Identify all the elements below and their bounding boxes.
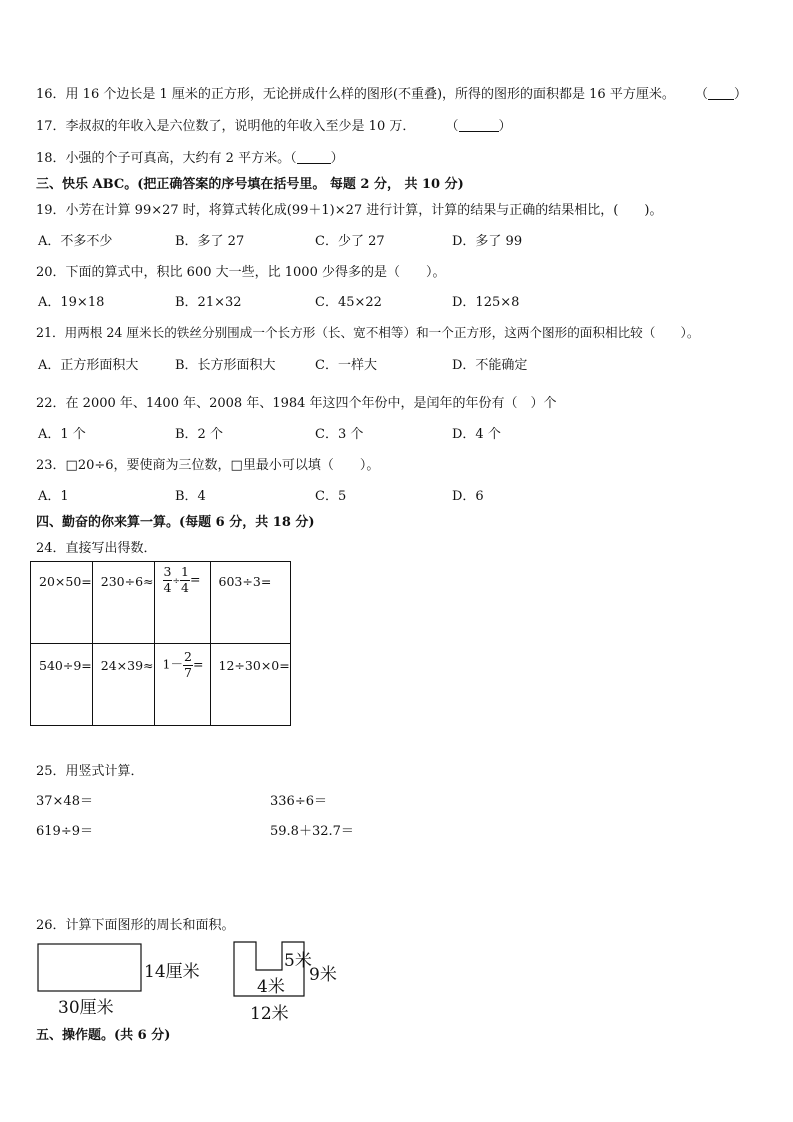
- question-16-text: 16．用 16 个边长是 1 厘米的正方形，无论拼成什么样的图形(不重叠)，所得的图形的面积都是 16 平方厘米。: [36, 87, 675, 102]
- question-18: [36, 147, 344, 166]
- question-17-answer-paren: （ ）: [445, 119, 512, 134]
- option-a[interactable]: A．19×18: [38, 295, 105, 310]
- option-d[interactable]: D．4 个: [452, 427, 501, 442]
- vertical-calc-item: 59.8＋32.7＝: [270, 824, 354, 839]
- question-25-text: 25．用竖式计算．: [36, 764, 144, 779]
- rectangle-width-label: 30厘米: [58, 998, 114, 1018]
- fraction: $\frac{1}{4}$: [181, 564, 189, 595]
- option-d[interactable]: D．多了 99: [452, 234, 523, 249]
- grid-cell[interactable]: 603÷3=: [210, 562, 290, 644]
- question-20-text: 20．下面的算式中，积比 600 大一些，比 1000 少得多的是（ ）。: [36, 265, 446, 280]
- section-5-heading: 五、操作题。(共 6 分): [36, 1028, 171, 1043]
- rectangle-height-label: 14厘米: [144, 962, 200, 982]
- option-d[interactable]: D．不能确定: [452, 358, 528, 373]
- question-24-text: 24．直接写出得数．: [36, 541, 157, 556]
- grid-cell[interactable]: 540÷9=: [31, 644, 93, 726]
- option-b[interactable]: B．多了 27: [175, 234, 245, 249]
- option-b[interactable]: B．4: [175, 489, 206, 504]
- grid-cell-fraction[interactable]: $\frac{3}{4}$ ÷ $\frac{1}{4}$ =: [154, 562, 210, 644]
- option-b[interactable]: B．长方形面积大: [175, 358, 276, 373]
- rectangle-shape: [38, 944, 141, 991]
- question-17: [36, 115, 512, 134]
- question-16-answer-paren: （ ）: [694, 87, 748, 102]
- section-3-heading: 三、快乐 ABC。(把正确答案的序号填在括号里。 每题 2 分， 共 10 分): [36, 177, 464, 192]
- answer-blank[interactable]: [459, 119, 499, 132]
- rectangle-figure: [36, 940, 146, 998]
- option-c[interactable]: C．一样大: [315, 358, 377, 373]
- answer-blank[interactable]: [708, 87, 734, 100]
- question-17-text: 17．李叔叔的年收入是六位数了，说明他的年收入至少是 10 万．: [36, 119, 416, 134]
- option-b[interactable]: B．2 个: [175, 427, 223, 442]
- question-18-text: 18．小强的个子可真高，大约有 2 平方米。: [36, 151, 291, 166]
- fraction: $\frac{2}{7}$: [183, 649, 192, 680]
- question-22-text: 22．在 2000 年、1400 年、2008 年、1984 年这四个年份中，是闰年的年份有（ ）个: [36, 396, 557, 411]
- option-c[interactable]: C．3 个: [315, 427, 364, 442]
- shape-width-label: 12米: [250, 1004, 289, 1024]
- option-a[interactable]: A．1: [38, 489, 69, 504]
- vertical-calc-item: 37×48＝: [36, 794, 93, 809]
- shape-height-label: 9米: [309, 965, 337, 985]
- question-23-text: 23．□20÷6，要使商为三位数，□里最小可以填（ ）。: [36, 458, 380, 473]
- grid-cell-fraction[interactable]: 1－ $\frac{2}{7}$ =: [154, 644, 210, 726]
- question-26-text: 26．计算下面图形的周长和面积。: [36, 918, 235, 933]
- question-19-text: 19．小芳在计算 99×27 时，将算式转化成(99＋1)×27 进行计算，计算的结果与正确的结果相比，( )。: [36, 203, 663, 218]
- option-a[interactable]: A．1 个: [38, 427, 86, 442]
- option-b[interactable]: B．21×32: [175, 295, 242, 310]
- option-d[interactable]: D．125×8: [452, 295, 520, 310]
- grid-cell[interactable]: 20×50=: [31, 562, 93, 644]
- grid-cell[interactable]: 12÷30×0=: [210, 644, 290, 726]
- grid-cell[interactable]: 24×39≈: [92, 644, 154, 726]
- option-a[interactable]: A．不多不少: [38, 234, 113, 249]
- grid-cell[interactable]: 230÷6≈: [92, 562, 154, 644]
- section-4-heading: 四、勤奋的你来算一算。(每题 6 分，共 18 分): [36, 515, 315, 530]
- question-16: [36, 83, 747, 102]
- notch-height-label: 5米: [284, 951, 312, 971]
- question-21-text: 21．用两根 24 厘米长的铁丝分别围成一个长方形（长、宽不相等）和一个正方形，这两个图形的面积相比较（ ）。: [36, 325, 700, 340]
- vertical-calc-item: 619÷9＝: [36, 824, 93, 839]
- mental-math-grid: [30, 561, 291, 726]
- option-c[interactable]: C．45×22: [315, 295, 382, 310]
- question-18-answer-paren: （ ）: [290, 151, 344, 166]
- option-c[interactable]: C．少了 27: [315, 234, 385, 249]
- answer-blank[interactable]: [297, 151, 331, 164]
- vertical-calc-item: 336÷6＝: [270, 794, 327, 809]
- option-c[interactable]: C．5: [315, 489, 347, 504]
- option-a[interactable]: A．正方形面积大: [38, 358, 139, 373]
- notch-width-label: 4米: [257, 977, 285, 997]
- option-d[interactable]: D．6: [452, 489, 484, 504]
- fraction: $\frac{3}{4}$: [163, 564, 172, 595]
